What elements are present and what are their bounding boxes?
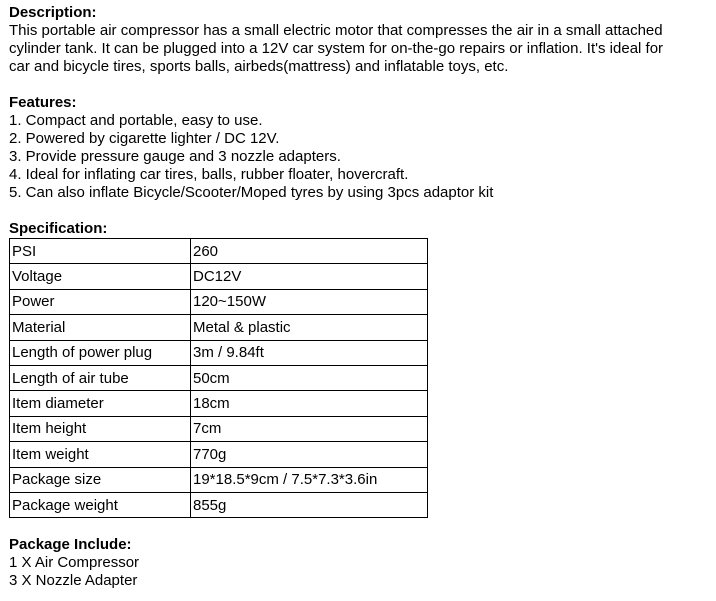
spec-label: Item weight [10, 442, 191, 467]
table-row [10, 340, 428, 365]
feature-item: 1. Compact and portable, easy to use. [9, 112, 263, 129]
spec-label: Voltage [10, 264, 191, 289]
description-line: car and bicycle tires, sports balls, airbeds(mattress) and inflatable toys, etc. [9, 58, 509, 75]
table-row [10, 492, 428, 517]
specification-section [9, 220, 711, 518]
specification-table [9, 238, 428, 518]
spec-value: Metal & plastic [191, 315, 428, 340]
spec-label: Package weight [10, 492, 191, 517]
package-include-section [9, 536, 711, 590]
features-list [9, 112, 711, 202]
spec-label: Material [10, 315, 191, 340]
spec-label: Length of power plug [10, 340, 191, 365]
package-heading: Package Include: [9, 536, 132, 554]
table-row [10, 289, 428, 314]
feature-item: 4. Ideal for inflating car tires, balls, rubber floater, hovercraft. [9, 166, 409, 183]
feature-item: 5. Can also inflate Bicycle/Scooter/Moped tyres by using 3pcs adaptor kit [9, 184, 494, 201]
features-heading: Features: [9, 94, 77, 111]
table-row [10, 416, 428, 441]
spec-label: Item height [10, 416, 191, 441]
spec-value: 260 [191, 239, 428, 264]
spec-value: 770g [191, 442, 428, 467]
spec-value: 50cm [191, 365, 428, 390]
table-row [10, 239, 428, 264]
table-row [10, 467, 428, 492]
spec-value: 120~150W [191, 289, 428, 314]
spec-label: Power [10, 289, 191, 314]
spec-value: 19*18.5*9cm / 7.5*7.3*3.6in [191, 467, 428, 492]
table-row [10, 442, 428, 467]
spec-label: Item diameter [10, 391, 191, 416]
product-description-page [9, 4, 711, 590]
feature-item: 2. Powered by cigarette lighter / DC 12V. [9, 130, 280, 147]
section-spacer [9, 202, 711, 220]
features-section [9, 94, 711, 202]
table-row [10, 365, 428, 390]
section-spacer [9, 76, 711, 94]
table-row [10, 391, 428, 416]
package-item: 1 X Air Compressor [9, 554, 140, 572]
spec-value: 3m / 9.84ft [191, 340, 428, 365]
description-heading: Description: [9, 4, 97, 21]
spec-value: 7cm [191, 416, 428, 441]
package-item: 3 X Nozzle Adapter [9, 572, 138, 590]
feature-item: 3. Provide pressure gauge and 3 nozzle adapters. [9, 148, 341, 165]
spec-value: 18cm [191, 391, 428, 416]
specification-heading: Specification: [9, 220, 108, 237]
spec-label: PSI [10, 239, 191, 264]
description-line: This portable air compressor has a small electric motor that compresses the air in a small attached [9, 22, 663, 39]
spec-label: Package size [10, 467, 191, 492]
description-line: cylinder tank. It can be plugged into a 12V car system for on-the-go repairs or inflation. It's ideal for [9, 40, 664, 57]
spec-label: Length of air tube [10, 365, 191, 390]
description-section [9, 4, 711, 76]
spec-value: DC12V [191, 264, 428, 289]
spec-value: 855g [191, 492, 428, 517]
table-row [10, 315, 428, 340]
table-row [10, 264, 428, 289]
